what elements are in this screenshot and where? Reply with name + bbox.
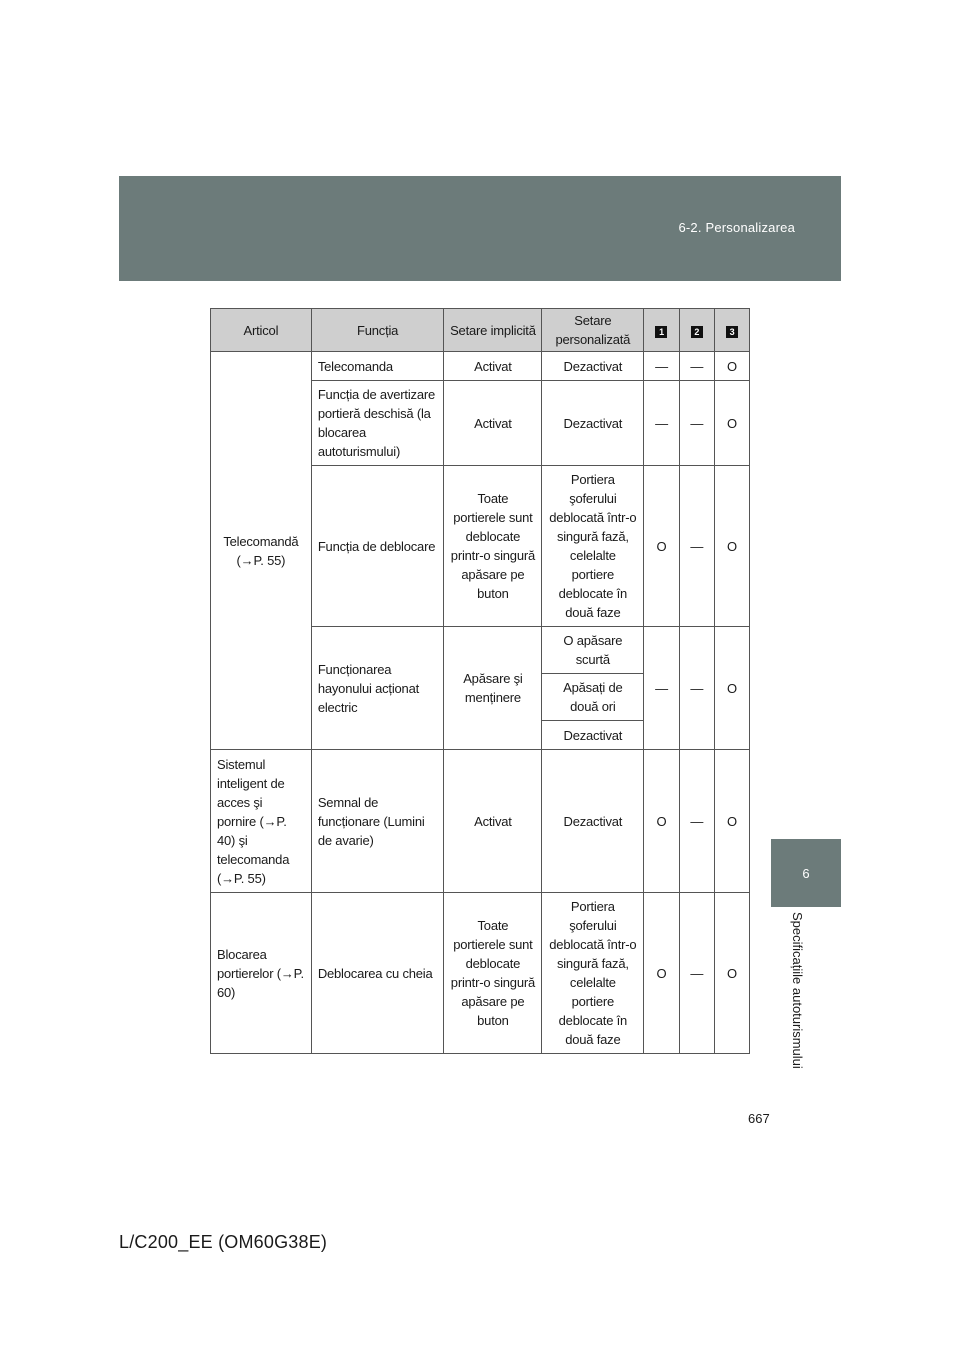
number-badge-2: 2 [691, 326, 703, 338]
mark-2: — [679, 381, 714, 466]
personalizat-cell: Dezactivat [542, 352, 644, 381]
personalizat-option: Apăsați de două ori [542, 674, 644, 721]
personalizat-option: Dezactivat [542, 721, 644, 750]
table-row [211, 750, 750, 893]
page-number: 667 [748, 1111, 770, 1126]
personalizat-cell: Portiera şoferului deblocată într-o singură fază, celelalte portiere deblocate în două faze [542, 893, 644, 1054]
functia-cell: Funcția de avertizare portieră deschisă (la blocarea autoturismului) [311, 381, 444, 466]
functia-cell: Funcționarea hayonului acționat electric [311, 627, 444, 750]
articol-cell: Blocarea portierelor (→P. 60) [211, 893, 312, 1054]
header-setare-personalizata: Setare personalizată [542, 309, 644, 352]
document-code: L/C200_EE (OM60G38E) [119, 1232, 328, 1252]
header-col-3 [715, 309, 750, 352]
table-header-row [211, 309, 750, 352]
mark-2: — [679, 893, 714, 1054]
mark-1: O [644, 466, 679, 627]
number-badge-1: 1 [655, 326, 667, 338]
mark-3: O [715, 893, 750, 1054]
mark-1: O [644, 750, 679, 893]
implicit-cell: Activat [444, 381, 542, 466]
articol-cell: Sistemul inteligent de acces şi pornire (→P. 40) şi telecomanda (→P. 55) [211, 750, 312, 893]
header-col-2 [679, 309, 714, 352]
header-band [119, 176, 841, 281]
personalizat-cell: Portiera şoferului deblocată într-o singură fază, celelalte portiere deblocate în două faze [542, 466, 644, 627]
functia-cell: Deblocarea cu cheia [311, 893, 444, 1054]
personalizat-option: O apăsare scurtă [542, 627, 644, 674]
mark-2: — [679, 627, 714, 750]
mark-2: — [679, 352, 714, 381]
personalizat-cell: Dezactivat [542, 381, 644, 466]
mark-3: O [715, 352, 750, 381]
customization-table [210, 308, 750, 1054]
implicit-cell: Toate portierele sunt deblocate printr-o singură apăsare pe buton [444, 893, 542, 1054]
table-row [211, 352, 750, 381]
functia-cell: Funcția de deblocare [311, 466, 444, 627]
chapter-title: Specificațiile autoturismului [790, 912, 805, 1069]
section-title: 6-2. Personalizarea [678, 220, 795, 235]
personalizat-cell: Dezactivat [542, 750, 644, 893]
header-functia: Funcția [311, 309, 444, 352]
mark-3: O [715, 381, 750, 466]
mark-1: — [644, 381, 679, 466]
implicit-cell: Toate portierele sunt deblocate printr-o singură apăsare pe buton [444, 466, 542, 627]
mark-3: O [715, 627, 750, 750]
mark-3: O [715, 466, 750, 627]
implicit-cell: Activat [444, 352, 542, 381]
articol-cell: Telecomandă (→P. 55) [211, 352, 312, 750]
header-setare-implicita: Setare implicită [444, 309, 542, 352]
mark-3: O [715, 750, 750, 893]
implicit-cell: Apăsare şi menținere [444, 627, 542, 750]
mark-1: O [644, 893, 679, 1054]
header-articol: Articol [211, 309, 312, 352]
functia-cell: Semnal de funcționare (Lumini de avarie) [311, 750, 444, 893]
mark-2: — [679, 466, 714, 627]
number-badge-3: 3 [726, 326, 738, 338]
chapter-tab [771, 839, 841, 907]
functia-cell: Telecomanda [311, 352, 444, 381]
implicit-cell: Activat [444, 750, 542, 893]
mark-1: — [644, 352, 679, 381]
mark-2: — [679, 750, 714, 893]
chapter-number: 6 [802, 865, 810, 881]
table-row [211, 893, 750, 1054]
mark-1: — [644, 627, 679, 750]
header-col-1 [644, 309, 679, 352]
